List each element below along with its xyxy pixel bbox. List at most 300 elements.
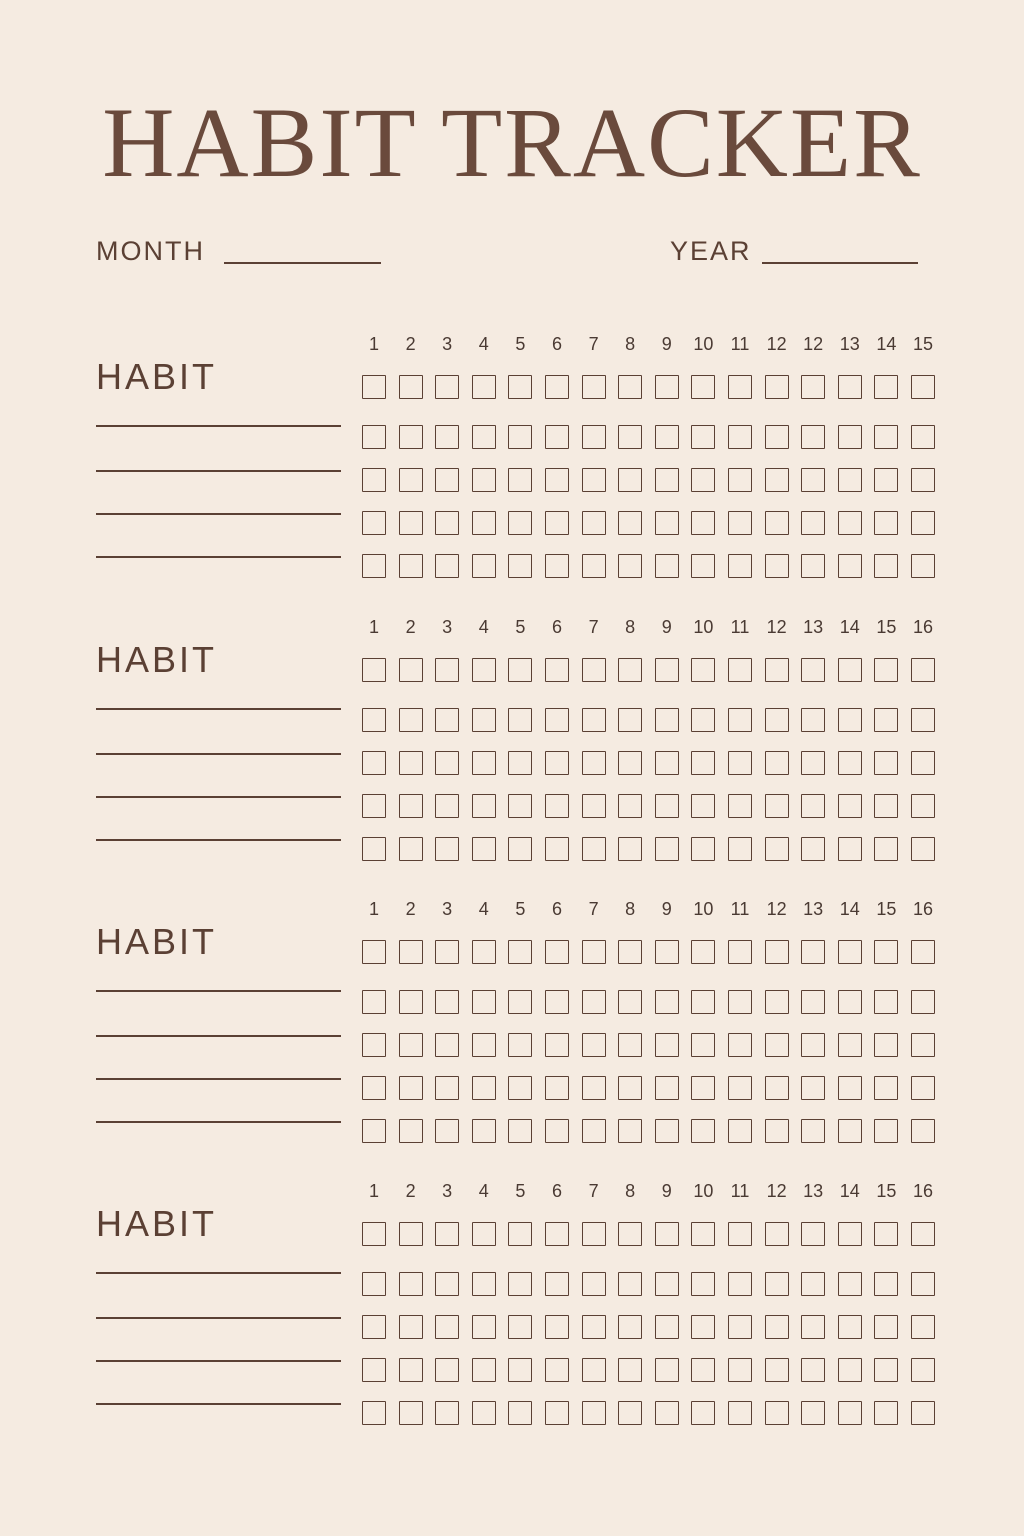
day-checkbox[interactable] [874, 794, 898, 818]
day-checkbox[interactable] [911, 837, 935, 861]
day-checkbox[interactable] [508, 1119, 532, 1143]
day-checkbox[interactable] [618, 1119, 642, 1143]
day-checkbox[interactable] [655, 1033, 679, 1057]
day-checkbox[interactable] [508, 375, 532, 399]
day-checkbox[interactable] [582, 1272, 606, 1296]
day-checkbox[interactable] [508, 1033, 532, 1057]
day-checkbox[interactable] [765, 794, 789, 818]
day-checkbox[interactable] [801, 1119, 825, 1143]
year-field[interactable] [762, 262, 918, 264]
day-checkbox[interactable] [472, 511, 496, 535]
day-checkbox[interactable] [911, 1272, 935, 1296]
day-checkbox[interactable] [801, 511, 825, 535]
day-checkbox[interactable] [545, 837, 569, 861]
day-checkbox[interactable] [874, 1401, 898, 1425]
day-checkbox[interactable] [618, 658, 642, 682]
day-checkbox[interactable] [911, 375, 935, 399]
day-checkbox[interactable] [545, 990, 569, 1014]
day-checkbox[interactable] [911, 468, 935, 492]
day-checkbox[interactable] [362, 554, 386, 578]
day-checkbox[interactable] [691, 1119, 715, 1143]
habit-name-line[interactable] [96, 1121, 341, 1123]
day-checkbox[interactable] [435, 990, 459, 1014]
day-checkbox[interactable] [765, 1401, 789, 1425]
day-checkbox[interactable] [838, 658, 862, 682]
day-checkbox[interactable] [618, 511, 642, 535]
day-checkbox[interactable] [399, 1119, 423, 1143]
day-checkbox[interactable] [765, 990, 789, 1014]
day-checkbox[interactable] [911, 708, 935, 732]
day-checkbox[interactable] [728, 1272, 752, 1296]
day-checkbox[interactable] [691, 1358, 715, 1382]
day-checkbox[interactable] [582, 1222, 606, 1246]
day-checkbox[interactable] [472, 1358, 496, 1382]
day-checkbox[interactable] [874, 658, 898, 682]
day-checkbox[interactable] [911, 554, 935, 578]
habit-name-line[interactable] [96, 1272, 341, 1274]
day-checkbox[interactable] [911, 1119, 935, 1143]
day-checkbox[interactable] [838, 1272, 862, 1296]
day-checkbox[interactable] [618, 1222, 642, 1246]
day-checkbox[interactable] [582, 658, 606, 682]
day-checkbox[interactable] [801, 375, 825, 399]
day-checkbox[interactable] [765, 751, 789, 775]
day-checkbox[interactable] [472, 1272, 496, 1296]
day-checkbox[interactable] [435, 837, 459, 861]
day-checkbox[interactable] [801, 425, 825, 449]
day-checkbox[interactable] [435, 940, 459, 964]
day-checkbox[interactable] [911, 940, 935, 964]
day-checkbox[interactable] [728, 990, 752, 1014]
day-checkbox[interactable] [691, 1272, 715, 1296]
day-checkbox[interactable] [691, 511, 715, 535]
day-checkbox[interactable] [582, 1358, 606, 1382]
day-checkbox[interactable] [765, 1315, 789, 1339]
day-checkbox[interactable] [874, 425, 898, 449]
day-checkbox[interactable] [838, 837, 862, 861]
day-checkbox[interactable] [801, 990, 825, 1014]
day-checkbox[interactable] [362, 708, 386, 732]
day-checkbox[interactable] [435, 1272, 459, 1296]
day-checkbox[interactable] [582, 511, 606, 535]
day-checkbox[interactable] [508, 751, 532, 775]
day-checkbox[interactable] [691, 1033, 715, 1057]
day-checkbox[interactable] [838, 1401, 862, 1425]
day-checkbox[interactable] [911, 751, 935, 775]
day-checkbox[interactable] [911, 1076, 935, 1100]
day-checkbox[interactable] [874, 1119, 898, 1143]
day-checkbox[interactable] [874, 837, 898, 861]
day-checkbox[interactable] [838, 1222, 862, 1246]
day-checkbox[interactable] [435, 554, 459, 578]
day-checkbox[interactable] [874, 708, 898, 732]
day-checkbox[interactable] [472, 1033, 496, 1057]
day-checkbox[interactable] [874, 1033, 898, 1057]
day-checkbox[interactable] [362, 751, 386, 775]
day-checkbox[interactable] [728, 658, 752, 682]
day-checkbox[interactable] [472, 1119, 496, 1143]
day-checkbox[interactable] [801, 751, 825, 775]
day-checkbox[interactable] [545, 511, 569, 535]
habit-name-line[interactable] [96, 839, 341, 841]
day-checkbox[interactable] [728, 425, 752, 449]
day-checkbox[interactable] [838, 794, 862, 818]
day-checkbox[interactable] [765, 511, 789, 535]
day-checkbox[interactable] [838, 940, 862, 964]
day-checkbox[interactable] [874, 940, 898, 964]
day-checkbox[interactable] [508, 1358, 532, 1382]
day-checkbox[interactable] [472, 554, 496, 578]
day-checkbox[interactable] [362, 990, 386, 1014]
day-checkbox[interactable] [545, 658, 569, 682]
day-checkbox[interactable] [655, 751, 679, 775]
day-checkbox[interactable] [691, 468, 715, 492]
habit-name-line[interactable] [96, 470, 341, 472]
day-checkbox[interactable] [728, 794, 752, 818]
day-checkbox[interactable] [618, 990, 642, 1014]
day-checkbox[interactable] [399, 940, 423, 964]
day-checkbox[interactable] [399, 794, 423, 818]
day-checkbox[interactable] [582, 794, 606, 818]
day-checkbox[interactable] [508, 1222, 532, 1246]
day-checkbox[interactable] [691, 554, 715, 578]
day-checkbox[interactable] [545, 794, 569, 818]
day-checkbox[interactable] [911, 1315, 935, 1339]
day-checkbox[interactable] [801, 794, 825, 818]
day-checkbox[interactable] [728, 468, 752, 492]
day-checkbox[interactable] [618, 837, 642, 861]
day-checkbox[interactable] [435, 1401, 459, 1425]
habit-name-line[interactable] [96, 513, 341, 515]
day-checkbox[interactable] [655, 468, 679, 492]
day-checkbox[interactable] [838, 375, 862, 399]
day-checkbox[interactable] [691, 1222, 715, 1246]
day-checkbox[interactable] [691, 837, 715, 861]
day-checkbox[interactable] [618, 1401, 642, 1425]
habit-name-line[interactable] [96, 990, 341, 992]
day-checkbox[interactable] [435, 375, 459, 399]
day-checkbox[interactable] [508, 511, 532, 535]
day-checkbox[interactable] [838, 554, 862, 578]
day-checkbox[interactable] [472, 794, 496, 818]
day-checkbox[interactable] [545, 1272, 569, 1296]
day-checkbox[interactable] [582, 990, 606, 1014]
day-checkbox[interactable] [911, 1358, 935, 1382]
day-checkbox[interactable] [765, 837, 789, 861]
day-checkbox[interactable] [508, 990, 532, 1014]
day-checkbox[interactable] [801, 837, 825, 861]
day-checkbox[interactable] [655, 990, 679, 1014]
day-checkbox[interactable] [435, 1119, 459, 1143]
day-checkbox[interactable] [801, 658, 825, 682]
day-checkbox[interactable] [655, 425, 679, 449]
day-checkbox[interactable] [399, 425, 423, 449]
day-checkbox[interactable] [545, 1358, 569, 1382]
day-checkbox[interactable] [765, 1076, 789, 1100]
day-checkbox[interactable] [508, 425, 532, 449]
day-checkbox[interactable] [399, 375, 423, 399]
habit-name-line[interactable] [96, 708, 341, 710]
day-checkbox[interactable] [655, 1076, 679, 1100]
habit-name-line[interactable] [96, 796, 341, 798]
day-checkbox[interactable] [838, 1076, 862, 1100]
day-checkbox[interactable] [435, 751, 459, 775]
day-checkbox[interactable] [362, 1033, 386, 1057]
day-checkbox[interactable] [582, 1033, 606, 1057]
habit-name-line[interactable] [96, 1078, 341, 1080]
day-checkbox[interactable] [728, 1033, 752, 1057]
day-checkbox[interactable] [765, 425, 789, 449]
day-checkbox[interactable] [655, 658, 679, 682]
habit-name-line[interactable] [96, 1035, 341, 1037]
day-checkbox[interactable] [399, 468, 423, 492]
day-checkbox[interactable] [801, 1272, 825, 1296]
day-checkbox[interactable] [801, 468, 825, 492]
day-checkbox[interactable] [618, 1315, 642, 1339]
day-checkbox[interactable] [582, 708, 606, 732]
day-checkbox[interactable] [765, 554, 789, 578]
day-checkbox[interactable] [728, 1358, 752, 1382]
day-checkbox[interactable] [838, 468, 862, 492]
habit-name-line[interactable] [96, 1403, 341, 1405]
day-checkbox[interactable] [655, 794, 679, 818]
day-checkbox[interactable] [874, 1315, 898, 1339]
day-checkbox[interactable] [911, 425, 935, 449]
day-checkbox[interactable] [582, 468, 606, 492]
day-checkbox[interactable] [472, 990, 496, 1014]
day-checkbox[interactable] [838, 1033, 862, 1057]
day-checkbox[interactable] [435, 425, 459, 449]
day-checkbox[interactable] [472, 425, 496, 449]
day-checkbox[interactable] [582, 554, 606, 578]
day-checkbox[interactable] [691, 990, 715, 1014]
day-checkbox[interactable] [399, 708, 423, 732]
day-checkbox[interactable] [801, 1401, 825, 1425]
day-checkbox[interactable] [362, 940, 386, 964]
day-checkbox[interactable] [874, 990, 898, 1014]
day-checkbox[interactable] [618, 751, 642, 775]
day-checkbox[interactable] [838, 511, 862, 535]
day-checkbox[interactable] [508, 1076, 532, 1100]
day-checkbox[interactable] [545, 468, 569, 492]
day-checkbox[interactable] [874, 1358, 898, 1382]
day-checkbox[interactable] [801, 1076, 825, 1100]
day-checkbox[interactable] [472, 1222, 496, 1246]
day-checkbox[interactable] [691, 375, 715, 399]
day-checkbox[interactable] [801, 1222, 825, 1246]
day-checkbox[interactable] [435, 511, 459, 535]
day-checkbox[interactable] [801, 1033, 825, 1057]
day-checkbox[interactable] [765, 468, 789, 492]
day-checkbox[interactable] [399, 1076, 423, 1100]
day-checkbox[interactable] [399, 658, 423, 682]
day-checkbox[interactable] [728, 751, 752, 775]
day-checkbox[interactable] [362, 658, 386, 682]
day-checkbox[interactable] [728, 1076, 752, 1100]
day-checkbox[interactable] [874, 511, 898, 535]
day-checkbox[interactable] [545, 1033, 569, 1057]
day-checkbox[interactable] [582, 940, 606, 964]
day-checkbox[interactable] [838, 1315, 862, 1339]
day-checkbox[interactable] [691, 1315, 715, 1339]
day-checkbox[interactable] [362, 794, 386, 818]
day-checkbox[interactable] [435, 794, 459, 818]
day-checkbox[interactable] [399, 1033, 423, 1057]
day-checkbox[interactable] [911, 658, 935, 682]
day-checkbox[interactable] [545, 1315, 569, 1339]
day-checkbox[interactable] [618, 1272, 642, 1296]
day-checkbox[interactable] [508, 1401, 532, 1425]
day-checkbox[interactable] [362, 375, 386, 399]
day-checkbox[interactable] [874, 1272, 898, 1296]
day-checkbox[interactable] [655, 1272, 679, 1296]
day-checkbox[interactable] [728, 1401, 752, 1425]
day-checkbox[interactable] [618, 375, 642, 399]
day-checkbox[interactable] [691, 794, 715, 818]
day-checkbox[interactable] [508, 468, 532, 492]
day-checkbox[interactable] [582, 375, 606, 399]
day-checkbox[interactable] [838, 1358, 862, 1382]
day-checkbox[interactable] [911, 794, 935, 818]
habit-name-line[interactable] [96, 753, 341, 755]
day-checkbox[interactable] [399, 1272, 423, 1296]
day-checkbox[interactable] [618, 1076, 642, 1100]
day-checkbox[interactable] [472, 468, 496, 492]
day-checkbox[interactable] [545, 751, 569, 775]
day-checkbox[interactable] [362, 511, 386, 535]
day-checkbox[interactable] [362, 1358, 386, 1382]
day-checkbox[interactable] [838, 425, 862, 449]
day-checkbox[interactable] [691, 751, 715, 775]
habit-name-line[interactable] [96, 556, 341, 558]
day-checkbox[interactable] [728, 511, 752, 535]
day-checkbox[interactable] [435, 1358, 459, 1382]
month-field[interactable] [224, 262, 381, 264]
habit-name-line[interactable] [96, 1360, 341, 1362]
day-checkbox[interactable] [582, 1076, 606, 1100]
day-checkbox[interactable] [618, 554, 642, 578]
day-checkbox[interactable] [655, 1358, 679, 1382]
day-checkbox[interactable] [362, 468, 386, 492]
day-checkbox[interactable] [655, 1401, 679, 1425]
day-checkbox[interactable] [508, 658, 532, 682]
day-checkbox[interactable] [911, 1033, 935, 1057]
day-checkbox[interactable] [618, 425, 642, 449]
day-checkbox[interactable] [728, 837, 752, 861]
day-checkbox[interactable] [618, 468, 642, 492]
day-checkbox[interactable] [545, 375, 569, 399]
day-checkbox[interactable] [874, 1222, 898, 1246]
day-checkbox[interactable] [728, 708, 752, 732]
day-checkbox[interactable] [508, 554, 532, 578]
day-checkbox[interactable] [582, 751, 606, 775]
day-checkbox[interactable] [655, 375, 679, 399]
day-checkbox[interactable] [911, 990, 935, 1014]
day-checkbox[interactable] [618, 708, 642, 732]
day-checkbox[interactable] [508, 940, 532, 964]
day-checkbox[interactable] [874, 468, 898, 492]
day-checkbox[interactable] [399, 1315, 423, 1339]
day-checkbox[interactable] [508, 1315, 532, 1339]
day-checkbox[interactable] [691, 708, 715, 732]
day-checkbox[interactable] [399, 990, 423, 1014]
day-checkbox[interactable] [582, 837, 606, 861]
day-checkbox[interactable] [728, 1222, 752, 1246]
day-checkbox[interactable] [838, 1119, 862, 1143]
day-checkbox[interactable] [801, 1358, 825, 1382]
day-checkbox[interactable] [362, 1076, 386, 1100]
day-checkbox[interactable] [545, 425, 569, 449]
day-checkbox[interactable] [472, 708, 496, 732]
day-checkbox[interactable] [618, 1033, 642, 1057]
day-checkbox[interactable] [911, 511, 935, 535]
day-checkbox[interactable] [655, 554, 679, 578]
day-checkbox[interactable] [728, 1119, 752, 1143]
day-checkbox[interactable] [728, 1315, 752, 1339]
day-checkbox[interactable] [582, 425, 606, 449]
day-checkbox[interactable] [618, 940, 642, 964]
day-checkbox[interactable] [472, 1076, 496, 1100]
day-checkbox[interactable] [728, 940, 752, 964]
day-checkbox[interactable] [728, 375, 752, 399]
day-checkbox[interactable] [399, 511, 423, 535]
day-checkbox[interactable] [472, 940, 496, 964]
day-checkbox[interactable] [765, 1358, 789, 1382]
day-checkbox[interactable] [435, 468, 459, 492]
day-checkbox[interactable] [911, 1401, 935, 1425]
day-checkbox[interactable] [472, 658, 496, 682]
day-checkbox[interactable] [435, 1076, 459, 1100]
day-checkbox[interactable] [362, 1222, 386, 1246]
day-checkbox[interactable] [399, 1222, 423, 1246]
day-checkbox[interactable] [545, 1119, 569, 1143]
day-checkbox[interactable] [801, 1315, 825, 1339]
day-checkbox[interactable] [765, 1222, 789, 1246]
day-checkbox[interactable] [691, 940, 715, 964]
day-checkbox[interactable] [399, 554, 423, 578]
day-checkbox[interactable] [545, 1076, 569, 1100]
habit-name-line[interactable] [96, 425, 341, 427]
day-checkbox[interactable] [691, 658, 715, 682]
day-checkbox[interactable] [508, 1272, 532, 1296]
day-checkbox[interactable] [874, 375, 898, 399]
day-checkbox[interactable] [545, 940, 569, 964]
day-checkbox[interactable] [582, 1401, 606, 1425]
day-checkbox[interactable] [801, 708, 825, 732]
day-checkbox[interactable] [508, 708, 532, 732]
day-checkbox[interactable] [691, 1401, 715, 1425]
day-checkbox[interactable] [399, 1401, 423, 1425]
day-checkbox[interactable] [838, 751, 862, 775]
day-checkbox[interactable] [655, 708, 679, 732]
day-checkbox[interactable] [911, 1222, 935, 1246]
day-checkbox[interactable] [545, 708, 569, 732]
day-checkbox[interactable] [545, 554, 569, 578]
day-checkbox[interactable] [435, 658, 459, 682]
day-checkbox[interactable] [545, 1222, 569, 1246]
day-checkbox[interactable] [691, 425, 715, 449]
day-checkbox[interactable] [801, 940, 825, 964]
day-checkbox[interactable] [655, 940, 679, 964]
day-checkbox[interactable] [399, 1358, 423, 1382]
day-checkbox[interactable] [508, 794, 532, 818]
day-checkbox[interactable] [362, 1272, 386, 1296]
day-checkbox[interactable] [472, 1315, 496, 1339]
day-checkbox[interactable] [362, 1315, 386, 1339]
day-checkbox[interactable] [874, 554, 898, 578]
day-checkbox[interactable] [399, 837, 423, 861]
day-checkbox[interactable] [874, 1076, 898, 1100]
